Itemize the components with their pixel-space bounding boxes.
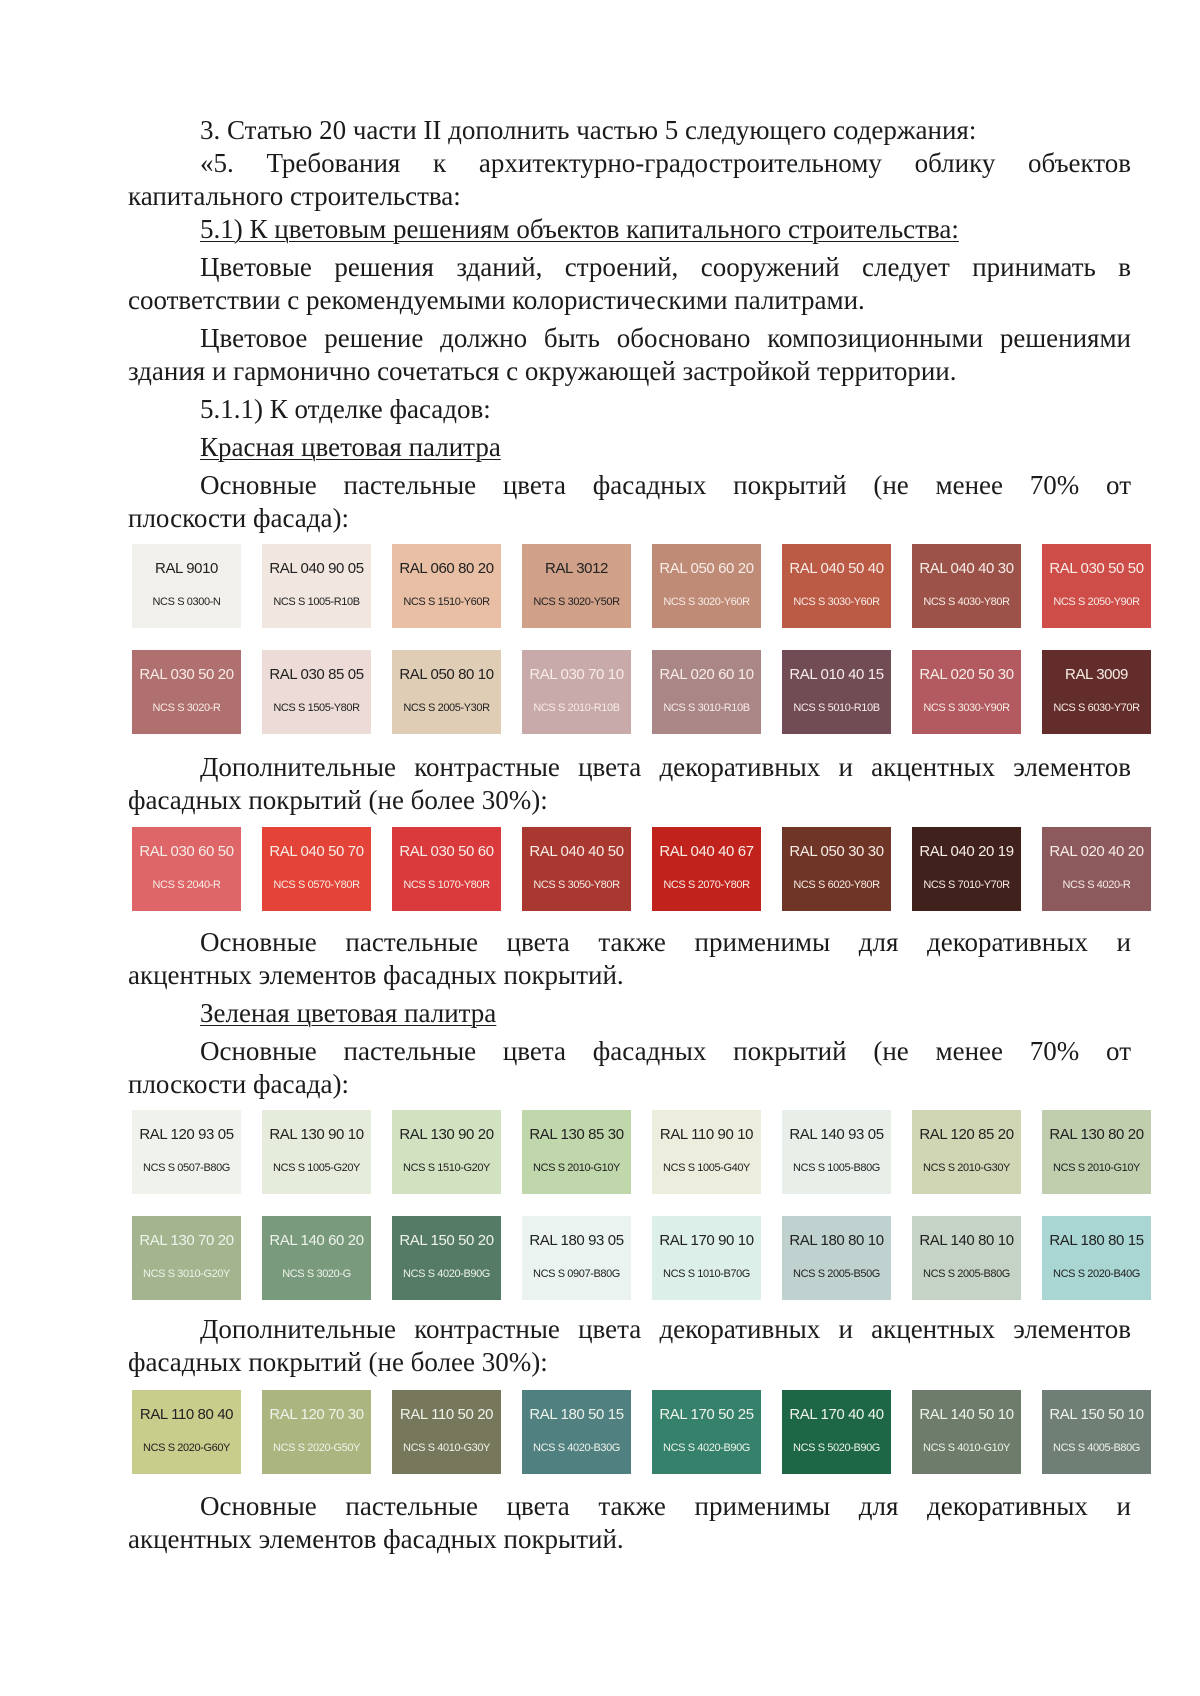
ncs-code: NCS S 1005-B80G: [793, 1162, 880, 1174]
color-swatch: [782, 1216, 891, 1300]
ncs-code: NCS S 0507-B80G: [143, 1162, 230, 1174]
paragraph-facade-finishing: 5.1.1) К отделке фасадов:: [200, 394, 491, 424]
red-additional-text-line2: фасадных покрытий (не более 30%):: [128, 785, 548, 815]
color-swatch: [652, 544, 761, 628]
green-main-swatches-row1: [132, 1110, 1153, 1194]
ral-code: RAL 040 90 05: [269, 560, 364, 577]
ral-code: RAL 040 20 19: [919, 843, 1014, 860]
ral-code: RAL 150 50 10: [1049, 1406, 1144, 1423]
ncs-code: NCS S 2010-G10Y: [533, 1162, 620, 1174]
ral-code: RAL 120 85 20: [919, 1126, 1014, 1143]
ncs-code: NCS S 1070-Y80R: [403, 879, 490, 891]
ral-code: RAL 020 50 30: [919, 666, 1014, 683]
color-swatch: [912, 544, 1021, 628]
ral-code: RAL 130 80 20: [1049, 1126, 1144, 1143]
color-swatch: [392, 1390, 501, 1474]
ral-code: RAL 170 90 10: [659, 1232, 754, 1249]
ral-code: RAL 170 40 40: [789, 1406, 884, 1423]
red-main-swatches-row1: [132, 544, 1153, 628]
color-swatch: [1042, 827, 1151, 911]
color-swatch: [1042, 650, 1151, 734]
ncs-code: NCS S 5010-R10B: [793, 702, 880, 714]
ral-code: RAL 040 40 50: [529, 843, 624, 860]
red-palette-heading: Красная цветовая палитра: [200, 432, 501, 462]
ral-code: RAL 140 50 10: [919, 1406, 1014, 1423]
paragraph-article-amendment: 3. Статью 20 части II дополнить частью 5 следующего содержания:: [200, 115, 977, 145]
ral-code: RAL 040 50 70: [269, 843, 364, 860]
color-swatch: [782, 650, 891, 734]
ncs-code: NCS S 3010-G20Y: [143, 1268, 230, 1280]
paragraph-justification-line2: здания и гармонично сочетаться с окружающей застройкой территории.: [128, 356, 957, 386]
ncs-code: NCS S 4010-G10Y: [923, 1442, 1010, 1454]
ncs-code: NCS S 2020-G50Y: [273, 1442, 360, 1454]
ral-code: RAL 110 90 10: [659, 1126, 754, 1143]
ncs-code: NCS S 0907-B80G: [533, 1268, 620, 1280]
ncs-code: NCS S 6020-Y80R: [793, 879, 880, 891]
ral-code: RAL 130 90 20: [399, 1126, 494, 1143]
color-swatch: [392, 544, 501, 628]
ncs-code: NCS S 1510-Y60R: [403, 596, 490, 608]
ncs-code: NCS S 2005-B80G: [923, 1268, 1010, 1280]
color-swatch: [652, 1110, 761, 1194]
ral-code: RAL 140 80 10: [919, 1232, 1014, 1249]
ncs-code: NCS S 3020-R: [152, 702, 221, 714]
ral-code: RAL 040 40 30: [919, 560, 1014, 577]
ral-code: RAL 030 50 20: [139, 666, 234, 683]
color-swatch: [522, 650, 631, 734]
section-heading-color-solutions: 5.1) К цветовым решениям объектов капитального строительства:: [200, 214, 959, 244]
ral-code: RAL 150 50 20: [399, 1232, 494, 1249]
paragraph-color-solutions-line1: Цветовые решения зданий, строений, сооружений следует принимать в: [200, 252, 1131, 282]
ncs-code: NCS S 3050-Y80R: [533, 879, 620, 891]
green-note-line2: акцентных элементов фасадных покрытий.: [128, 1524, 624, 1554]
color-swatch: [782, 544, 891, 628]
color-swatch: [782, 1390, 891, 1474]
color-swatch: [522, 1216, 631, 1300]
paragraph-justification-line1: Цветовое решение должно быть обосновано композиционными решениями: [200, 323, 1131, 353]
color-swatch: [652, 1390, 761, 1474]
ncs-code: NCS S 1005-G20Y: [273, 1162, 360, 1174]
color-swatch: [392, 650, 501, 734]
color-swatch: [392, 1216, 501, 1300]
ncs-code: NCS S 1505-Y80R: [273, 702, 360, 714]
ral-code: RAL 110 50 20: [399, 1406, 494, 1423]
color-swatch: [262, 650, 371, 734]
color-swatch: [132, 650, 241, 734]
red-main-swatches-row2: [132, 650, 1153, 734]
color-swatch: [912, 1110, 1021, 1194]
ral-code: RAL 020 60 10: [659, 666, 754, 683]
color-swatch: [132, 544, 241, 628]
ral-code: RAL 180 80 15: [1049, 1232, 1144, 1249]
ral-code: RAL 030 85 05: [269, 666, 364, 683]
ral-code: RAL 030 70 10: [529, 666, 624, 683]
paragraph-requirements-line2: капитального строительства:: [128, 181, 461, 211]
ncs-code: NCS S 4020-B30G: [533, 1442, 620, 1454]
ral-code: RAL 130 85 30: [529, 1126, 624, 1143]
ral-code: RAL 040 40 67: [659, 843, 754, 860]
ncs-code: NCS S 1510-G20Y: [403, 1162, 490, 1174]
red-additional-text-line1: Дополнительные контрастные цвета декоративных и акцентных элементов: [200, 752, 1131, 782]
red-main-text-line2: плоскости фасада):: [128, 503, 349, 533]
color-swatch: [392, 827, 501, 911]
ncs-code: NCS S 3020-Y50R: [533, 596, 620, 608]
ncs-code: NCS S 4020-R: [1062, 879, 1131, 891]
ral-code: RAL 010 40 15: [789, 666, 884, 683]
color-swatch: [912, 1216, 1021, 1300]
color-swatch: [912, 1390, 1021, 1474]
color-swatch: [652, 650, 761, 734]
ncs-code: NCS S 7010-Y70R: [923, 879, 1010, 891]
ral-code: RAL 020 40 20: [1049, 843, 1144, 860]
ncs-code: NCS S 2070-Y80R: [663, 879, 750, 891]
color-swatch: [132, 1110, 241, 1194]
ral-code: RAL 180 50 15: [529, 1406, 624, 1423]
color-swatch: [262, 544, 371, 628]
ral-code: RAL 180 80 10: [789, 1232, 884, 1249]
ral-code: RAL 030 50 50: [1049, 560, 1144, 577]
color-swatch: [1042, 1110, 1151, 1194]
color-swatch: [262, 1216, 371, 1300]
ncs-code: NCS S 5020-B90G: [793, 1442, 880, 1454]
ral-code: RAL 140 60 20: [269, 1232, 364, 1249]
ral-code: RAL 030 60 50: [139, 843, 234, 860]
color-swatch: [522, 544, 631, 628]
green-main-text-line1: Основные пастельные цвета фасадных покрытий (не менее 70% от: [200, 1036, 1131, 1066]
ral-code: RAL 130 70 20: [139, 1232, 234, 1249]
ncs-code: NCS S 2010-G10Y: [1053, 1162, 1140, 1174]
paragraph-color-solutions-line2: соответствии с рекомендуемыми колористическими палитрами.: [128, 285, 865, 315]
color-swatch: [132, 827, 241, 911]
ral-code: RAL 030 50 60: [399, 843, 494, 860]
green-palette-heading: Зеленая цветовая палитра: [200, 998, 497, 1028]
green-main-swatches-row2: [132, 1216, 1153, 1300]
green-main-text-line2: плоскости фасада):: [128, 1069, 349, 1099]
ncs-code: NCS S 4020-B90G: [663, 1442, 750, 1454]
ral-code: RAL 130 90 10: [269, 1126, 364, 1143]
red-main-text-line1: Основные пастельные цвета фасадных покрытий (не менее 70% от: [200, 470, 1131, 500]
ral-code: RAL 120 70 30: [269, 1406, 364, 1423]
ncs-code: NCS S 2020-B40G: [1053, 1268, 1140, 1280]
ral-code: RAL 050 80 10: [399, 666, 494, 683]
ncs-code: NCS S 3020-G: [282, 1268, 351, 1280]
ral-code: RAL 120 93 05: [139, 1126, 234, 1143]
red-heading-row: [128, 431, 1131, 464]
color-swatch: [132, 1390, 241, 1474]
ncs-code: NCS S 2010-G30Y: [923, 1162, 1010, 1174]
ncs-code: NCS S 1005-G40Y: [663, 1162, 750, 1174]
ral-code: RAL 3012: [545, 560, 608, 577]
color-swatch: [262, 827, 371, 911]
ncs-code: NCS S 0570-Y80R: [273, 879, 360, 891]
green-note-line1: Основные пастельные цвета также применимы для декоративных и: [200, 1491, 1131, 1521]
color-swatch: [1042, 1216, 1151, 1300]
ncs-code: NCS S 3010-R10B: [663, 702, 750, 714]
ncs-code: NCS S 1010-B70G: [663, 1268, 750, 1280]
ral-code: RAL 040 50 40: [789, 560, 884, 577]
ncs-code: NCS S 3020-Y60R: [663, 596, 750, 608]
green-additional-text-line2: фасадных покрытий (не более 30%):: [128, 1347, 548, 1377]
red-note-line1: Основные пастельные цвета также применимы для декоративных и: [200, 927, 1131, 957]
ncs-code: NCS S 1005-R10B: [273, 596, 360, 608]
ncs-code: NCS S 2020-G60Y: [143, 1442, 230, 1454]
ncs-code: NCS S 4005-B80G: [1053, 1442, 1140, 1454]
color-swatch: [132, 1216, 241, 1300]
ncs-code: NCS S 3030-Y60R: [793, 596, 880, 608]
ral-code: RAL 050 30 30: [789, 843, 884, 860]
ncs-code: NCS S 0300-N: [152, 596, 221, 608]
ncs-code: NCS S 6030-Y70R: [1053, 702, 1140, 714]
ncs-code: NCS S 2005-Y30R: [403, 702, 490, 714]
section-heading-row: [128, 213, 1131, 246]
color-swatch: [262, 1390, 371, 1474]
color-swatch: [912, 650, 1021, 734]
ncs-code: NCS S 2050-Y90R: [1053, 596, 1140, 608]
color-swatch: [392, 1110, 501, 1194]
ncs-code: NCS S 2040-R: [152, 879, 221, 891]
paragraph-requirements-line1: «5. Требования к архитектурно-градостроительному облику объектов: [200, 148, 1131, 178]
ncs-code: NCS S 3030-Y90R: [923, 702, 1010, 714]
ncs-code: NCS S 4010-G30Y: [403, 1442, 490, 1454]
color-swatch: [782, 1110, 891, 1194]
ncs-code: NCS S 4020-B90G: [403, 1268, 490, 1280]
ral-code: RAL 180 93 05: [529, 1232, 624, 1249]
color-swatch: [262, 1110, 371, 1194]
color-swatch: [1042, 544, 1151, 628]
ral-code: RAL 050 60 20: [659, 560, 754, 577]
red-note-line2: акцентных элементов фасадных покрытий.: [128, 960, 624, 990]
ral-code: RAL 140 93 05: [789, 1126, 884, 1143]
color-swatch: [1042, 1390, 1151, 1474]
color-swatch: [782, 827, 891, 911]
ral-code: RAL 3009: [1065, 666, 1128, 683]
color-swatch: [522, 827, 631, 911]
color-swatch: [912, 827, 1021, 911]
ncs-code: NCS S 2010-R10B: [533, 702, 620, 714]
ral-code: RAL 110 80 40: [139, 1406, 234, 1423]
color-swatch: [652, 827, 761, 911]
green-heading-row: [128, 997, 1131, 1030]
green-additional-text-line1: Дополнительные контрастные цвета декоративных и акцентных элементов: [200, 1314, 1131, 1344]
ncs-code: NCS S 2005-B50G: [793, 1268, 880, 1280]
ral-code: RAL 060 80 20: [399, 560, 494, 577]
color-swatch: [652, 1216, 761, 1300]
ncs-code: NCS S 4030-Y80R: [923, 596, 1010, 608]
red-additional-swatches: [132, 827, 1153, 911]
ral-code: RAL 170 50 25: [659, 1406, 754, 1423]
color-swatch: [522, 1390, 631, 1474]
green-additional-swatches: [132, 1390, 1153, 1474]
ral-code: RAL 9010: [155, 560, 218, 577]
color-swatch: [522, 1110, 631, 1194]
